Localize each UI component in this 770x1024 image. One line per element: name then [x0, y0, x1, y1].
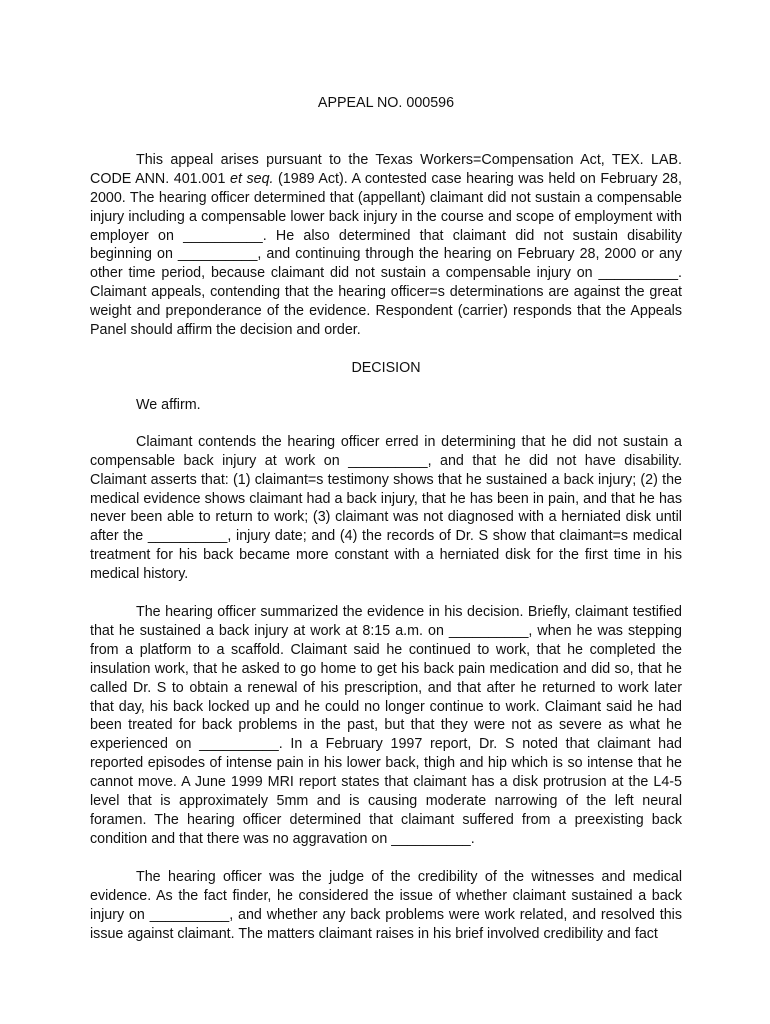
appeal-title: APPEAL NO. 000596 [317, 95, 455, 111]
intro-paragraph [90, 151, 682, 340]
claimant-contentions-paragraph: Claimant contends the hearing officer erred in determining that he did not sustain a compensable back injury at work on __________, and that he did not have disability. Claimant asserts that: (1) claimant=s testimony shows that he sustained a back injury; (2) the medical evidence shows claimant had a back injury, that he has been in pain, and that he has never been able to return to work; (3) claimant was not diagnosed with a herniated disk until after the __________, injury date; and (4) the records of Dr. S show that claimant=s medical treatment for his back became more constant with a herniated disk for the first time in his medical history. [90, 433, 682, 583]
decision-heading: DECISION [351, 359, 421, 376]
intro-italic-citation: et seq. [230, 170, 274, 187]
intro-text-start: This appeal arises pursuant to the Texas Workers=Compensation Act, TEX. LAB. CODE ANN. 401.001 [90, 151, 682, 187]
credibility-paragraph: The hearing officer was the judge of the credibility of the witnesses and medical evidence. As the fact finder, he considered the issue of whether claimant sustained a back injury on __________, and whether any back problems were work related, and resolved this issue against claimant. The matters claimant raises in his brief involved credibility and fact [90, 868, 682, 942]
evidence-summary-paragraph: The hearing officer summarized the evidence in his decision. Briefly, claimant testified that he sustained a back injury at work at 8:15 a.m. on __________, when he was stepping from a platform to a scaffold. Claimant said he continued to work, that he completed the insulation work, that he asked to go home to get his back pain medication and did so, that he called Dr. S to obtain a renewal of his prescription, and that after he returned to work later that day, his back locked up and he could no longer continue to work. Claimant said he had been treated for back problems in the past, but that they were not as severe as what he experienced on __________. In a February 1997 report, Dr. S noted that claimant had reported episodes of intense pain in his lower back, thigh and hip which is so intense that he cannot move. A June 1999 MRI report states that claimant has a disk protrusion at the L4-5 level that is approximately 5mm and is causing moderate narrowing of the left neural foramen. The hearing officer determined that claimant suffered from a preexisting back condition and that there was no aggravation on __________. [90, 604, 682, 847]
intro-text-end: (1989 Act). A contested case hearing was held on February 28, 2000. The hearing officer determined that (appellant) claimant did not sustain a compensable injury including a compensable lower back injury in the course and scope of employment with employer on __________. He also determined that claimant did not sustain disability beginning on __________, and continuing through the hearing on February 28, 2000 or any other time period, because claimant did not sustain a compensable injury on __________. Claimant appeals, contending that the hearing officer=s determinations are against the great weight and preponderance of the evidence. Respondent (carrier) responds that the Appeals Panel should affirm the decision and order. [90, 170, 682, 339]
affirm-statement: We affirm. [136, 396, 201, 413]
document-page [90, 94, 682, 962]
